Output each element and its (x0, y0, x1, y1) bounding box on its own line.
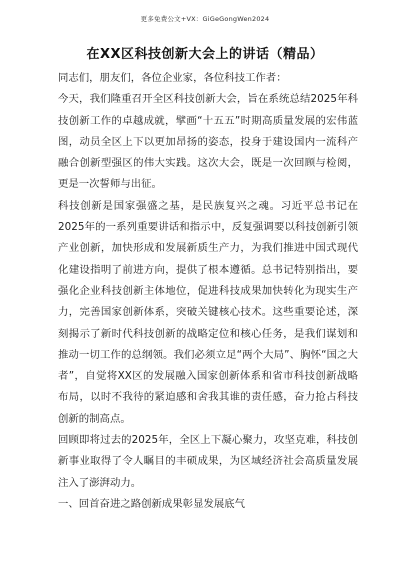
header-note: 更多免费公文+VX：GiGeGongWen2024 (140, 15, 270, 23)
salutation-paragraph: 同志们，朋友们，各位企业家，各位科技工作者： (58, 72, 287, 84)
body-paragraph-2: 科技创新是国家强盛之基，是民族复兴之魂。习近平总书记在2025年的一系列重要讲话和指示中，反复强调要以科技创新引领产业创新，加快形成和发展新质生产力，为我们推进中国式现代化建设指明了前进方向，提供了根本遵循。总书记特别指出，要强化企业科技创新主体地位，促进科技成果加快转化为现实生产力，完善国家创新体系，突破关键核心技术。这些重要论述，深刻揭示了新时代科技创新的战略定位和核心任务，是我们谋划和推动一切工作的总纲领。我们必须立足“两个大局”、胸怀“国之大者”，自觉将XX区的发展融入国家创新体系和省市科技创新战略布局，以时不我待的紧迫感和舍我其谁的责任感，奋力抢占科技创新的制高点。 (58, 199, 358, 425)
body-paragraph-1: 今天，我们隆重召开全区科技创新大会，旨在系统总结2025年科技创新工作的卓越成就，擘画“十五五”时期高质量发展的宏伟蓝图，动员全区上下以更加昂扬的姿态，投身于建设国内一流科产融合创新型强区的伟大实践。这次大会，既是一次回顾与检阅，更是一次誓师与出征。 (58, 93, 358, 191)
document-title: 在XX区科技创新大会上的讲话（精品） (86, 47, 324, 62)
body-paragraph-3: 回顾即将过去的2025年，全区上下凝心聚力，攻坚克难，科技创新事业取得了令人瞩目的丰硕成果，为区域经济社会高质量发展注入了澎湃动力。 (58, 434, 358, 489)
document-body (58, 68, 358, 515)
section-heading: 一、回首奋进之路创新成果彰显发展底气 (58, 497, 246, 510)
